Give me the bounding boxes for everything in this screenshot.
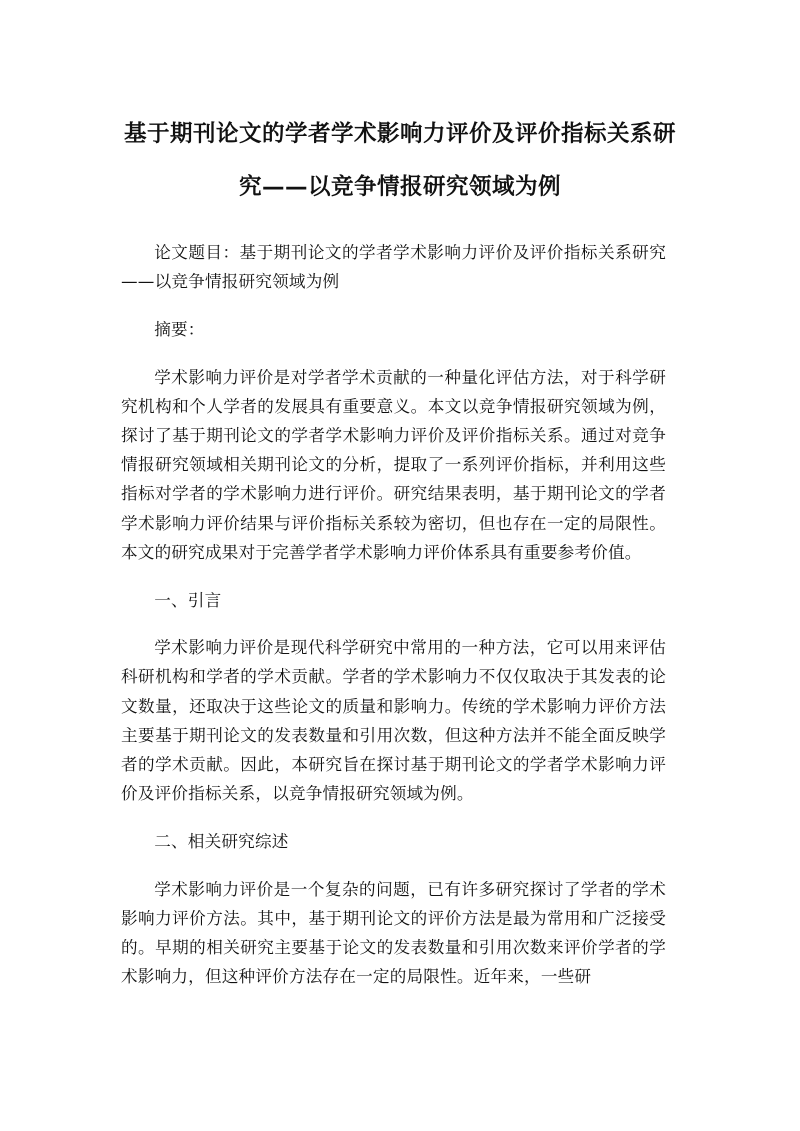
document-title: 基于期刊论文的学者学术影响力评价及评价指标关系研究——以竞争情报研究领域为例 (123, 121, 676, 200)
section-heading-related-work: 二、相关研究综述 (154, 831, 289, 851)
paper-title-line: 论文题目：基于期刊论文的学者学术影响力评价及评价指标关系研究——以竞争情报研究领域为例 (121, 243, 666, 292)
section-heading-introduction: 一、引言 (154, 590, 222, 610)
abstract-paragraph: 学术影响力评价是对学者学术贡献的一种量化评估方法，对于科学研究机构和个人学者的发展具有重要意义。本文以竞争情报研究领域为例，探讨了基于期刊论文的学者学术影响力评价及评价指标关系。通过对竞争情报研究领域相关期刊论文的分析，提取了一系列评价指标，并利用这些指标对学者的学术影响力进行评价。研究结果表明，基于期刊论文的学者学术影响力评价结果与评价指标关系较为密切，但也存在一定的局限性。本文的研究成果对于完善学者学术影响力评价体系具有重要参考价值。 (121, 367, 666, 562)
introduction-paragraph: 学术影响力评价是现代科学研究中常用的一种方法，它可以用来评估科研机构和学者的学术贡献。学者的学术影响力不仅仅取决于其发表的论文数量，还取决于这些论文的质量和影响力。传统的学术影响力评价方法主要基于期刊论文的发表数量和引用次数，但这种方法并不能全面反映学者的学术贡献。因此，本研究旨在探讨基于期刊论文的学者学术影响力评价及评价指标关系，以竞争情报研究领域为例。 (121, 638, 666, 804)
related-work-paragraph: 学术影响力评价是一个复杂的问题，已有许多研究探讨了学者的学术影响力评价方法。其中，基于期刊论文的评价方法是最为常用和广泛接受的。早期的相关研究主要基于论文的发表数量和引用次数来评价学者的学术影响力，但这种评价方法存在一定的局限性。近年来，一些研 (121, 879, 666, 987)
document-body (121, 238, 666, 1010)
abstract-label: 摘要： (154, 319, 205, 339)
